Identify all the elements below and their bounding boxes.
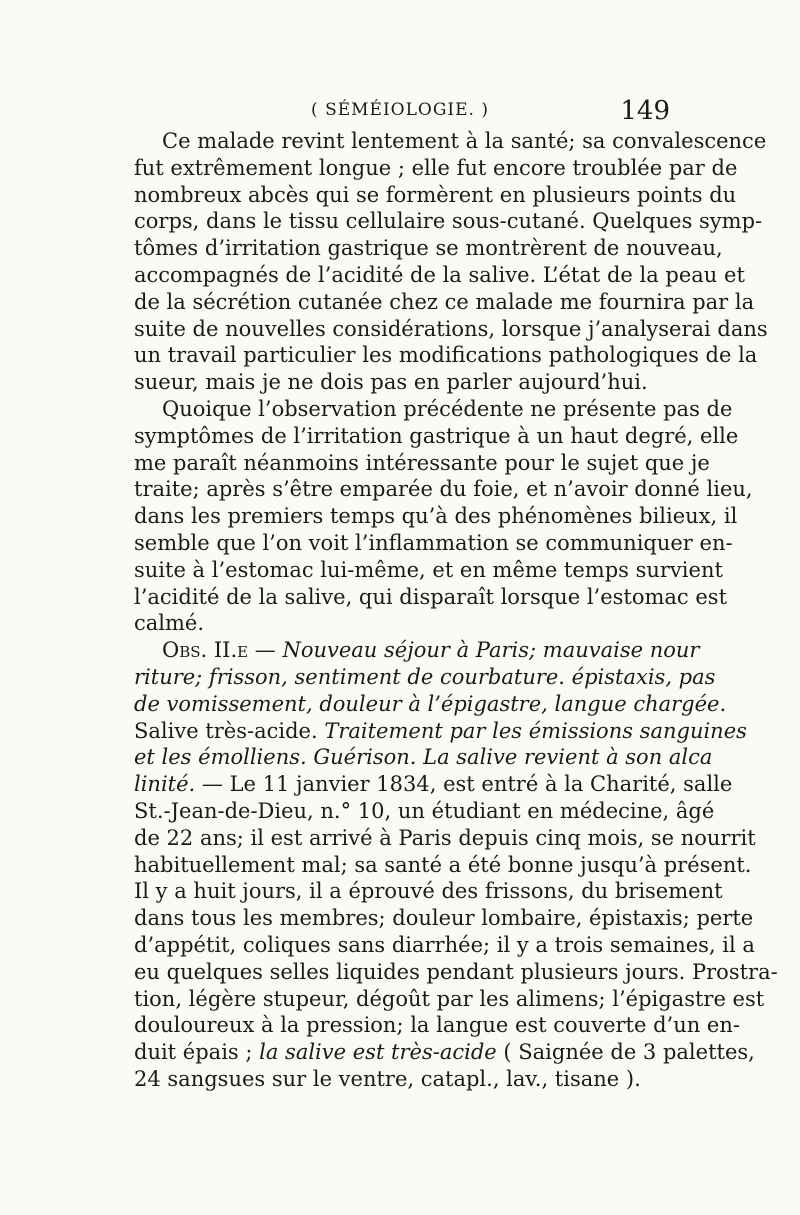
text-line: suite de nouvelles considérations, lorsque j’analyserai dans [134,316,768,341]
text-line [134,691,727,718]
observation-title: riture; frisson, sentiment de courbature. épistaxis, pas [134,664,716,689]
text-line: St.-Jean-de-Dieu, n.° 10, un étudiant en médecine, âgé [134,798,715,823]
text-line [134,637,700,664]
text-line: traite; après s’être emparée du foie, et n’avoir donné lieu, [134,477,753,502]
running-head: ( SÉMÉIOLOGIE. ) [311,100,489,120]
text-line: un travail particulier les modifications pathologiques de la [134,343,758,368]
observation-title: de vomissement, douleur à l’épigastre, langue chargée. [134,691,727,716]
text-line: l’acidité de la salive, qui disparaît lorsque l’estomac est [134,584,728,609]
text-fragment: — Le 11 janvier 1834, est entré à la Charité, salle [201,772,733,797]
text-line [134,718,747,745]
text-line: eu quelques selles liquides pendant plusieurs jours. Prostra- [134,959,778,984]
text-line: d’appétit, coliques sans diarrhée; il y a trois semaines, il a [134,932,755,957]
text-line: tômes d’irritation gastrique se montrèrent de nouveau, [134,236,723,261]
text-line: symptômes de l’irritation gastrique à un haut degré, elle [134,423,739,448]
text-line: douloureux à la pression; la langue est couverte d’un en- [134,1013,740,1038]
observation-title: Traitement par les émissions sanguines [324,718,747,743]
page-header [130,96,670,126]
observation-label: Obs. II.e — [162,638,276,663]
text-fragment: ( Saignée de 3 palettes, [503,1040,755,1065]
text-line: de 22 ans; il est arrivé à Paris depuis cinq mois, se nourrit [134,825,756,850]
text-line: dans tous les membres; douleur lombaire, épistaxis; perte [134,906,754,931]
text-line: 24 sangsues sur le ventre, catapl., lav., tisane ). [134,1066,641,1091]
paragraph-1 [134,128,768,396]
text-line: sueur, mais je ne dois pas en parler aujourd’hui. [134,370,648,395]
text-line: habituellement mal; sa santé a été bonne jusqu’à présent. [134,852,752,877]
text-line: corps, dans le tissu cellulaire sous-cutané. Quelques symp- [134,209,763,234]
paragraph-2 [134,396,753,637]
text-line: dans les premiers temps qu’à des phénomènes bilieux, il [134,504,738,529]
emphasized-text: la salive est très-acide [259,1040,497,1065]
observation-title: Nouveau séjour à Paris; mauvaise nour [282,638,700,663]
text-line: Ce malade revint lentement à la santé; sa convalescence [162,129,767,153]
text-line: de la sécrétion cutanée chez ce malade me fournira par la [134,289,755,314]
text-line [134,744,713,771]
body-text [134,128,778,1093]
text-line: calmé. [134,611,205,636]
text-line: fut extrêmement longue ; elle fut encore troublée par de [134,155,738,180]
text-fragment: duit épais ; [134,1040,253,1065]
text-line: tion, légère stupeur, dégoût par les alimens; l’épigastre est [134,986,765,1011]
observation-title: et les émolliens. Guérison. La salive revient à son alca [134,745,713,770]
text-line: nombreux abcès qui se formèrent en plusieurs points du [134,182,737,207]
text-line: suite à l’estomac lui-même, et en même temps survient [134,557,723,582]
paragraph-observation [134,637,778,1093]
text-line: accompagnés de l’acidité de la salive. L’état de la peau et [134,262,745,287]
text-line [134,664,716,691]
text-line [134,1039,755,1066]
text-line: me paraît néanmoins intéressante pour le sujet que je [134,450,710,475]
text-line: semble que l’on voit l’inflammation se communiquer en- [134,530,733,555]
text-line [134,771,733,798]
page-number: 149 [620,96,670,126]
text-line: Il y a huit jours, il a éprouvé des frissons, du brisement [134,879,723,904]
observation-title: linité. [134,772,196,797]
text-fragment: Salive très-acide. [134,718,318,743]
text-line: Quoique l’observation précédente ne présente pas de [162,396,733,421]
